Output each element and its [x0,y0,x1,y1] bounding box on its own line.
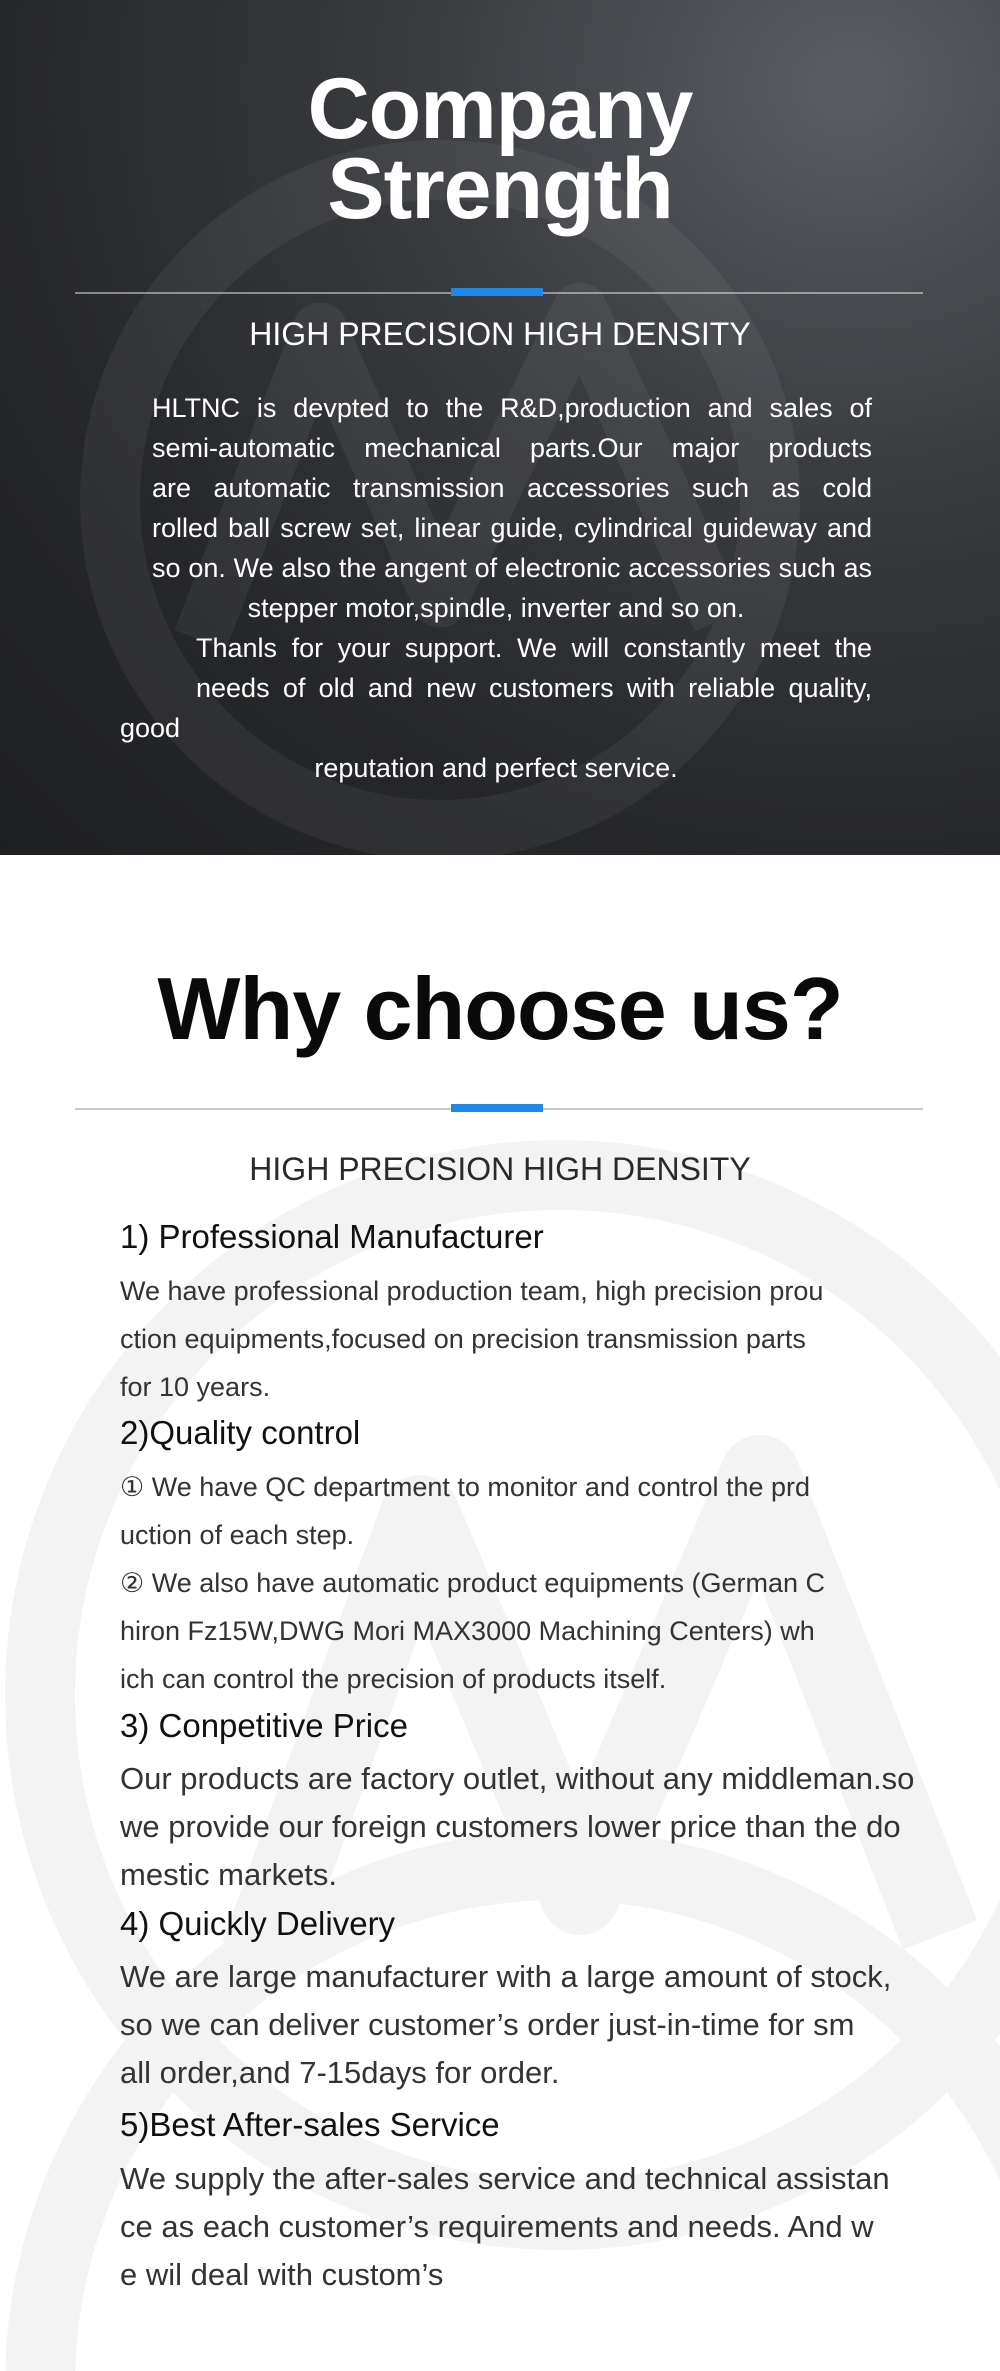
intro-text: so on. We also the angent of electronic accessories such as [152,553,872,583]
reason-text [120,1953,960,2097]
reason-line: hiron Fz15W,DWG Mori MAX3000 Machining Centers) wh [120,1616,815,1646]
reason-line: ce as each customer’s requirements and needs. And w [120,2209,874,2244]
title-divider [75,292,923,294]
why-choose-us-section [0,855,1000,2371]
section-subtitle: HIGH PRECISION HIGH DENSITY [249,316,751,352]
reason-line: ich can control the precision of products itself. [120,1664,667,1694]
reason-line: We supply the after-sales service and technical assistan [120,2161,890,2196]
intro-text: semi-automatic mechanical parts.Our major products [152,433,872,463]
intro-text: HLTNC is devpted to the R&D,production and sales of [152,393,872,423]
reason-line: ② We also have automatic product equipments (German C [120,1568,826,1598]
intro-text-last: stepper motor,spindle, inverter and so on. [247,593,745,623]
reason-heading: 2)Quality control [120,1414,361,1451]
title-divider [75,1108,923,1110]
reason-heading: 3) Conpetitive Price [120,1707,408,1744]
reason-line: so we can deliver customer’s order just-in-time for sm [120,2007,855,2042]
reason-line: We have professional production team, high precision prou [120,1276,824,1306]
intro-text: rolled ball screw set, linear guide, cylindrical guideway and [152,513,872,543]
company-strength-section [0,0,1000,855]
intro-text: needs of old and new customers with reliable quality, good [120,673,872,743]
section-subtitle: HIGH PRECISION HIGH DENSITY [249,1151,751,1187]
reason-line: all order,and 7-15days for order. [120,2055,560,2090]
intro-text: are automatic transmission accessories such as cold [152,473,872,503]
reason-line: e wil deal with custom’s [120,2257,444,2292]
intro-paragraph-2 [120,628,872,788]
reason-text [120,2155,960,2299]
reason-text [120,1755,960,1899]
intro-text-last: reputation and perfect service. [314,753,678,783]
reason-line: ction equipments,focused on precision transmission parts [120,1324,806,1354]
reason-text [120,1463,960,1703]
accent-bar [451,288,543,296]
intro-text: Thanls for your support. We will constantly meet the [196,633,872,663]
accent-bar [451,1104,543,1112]
reason-line: we provide our foreign customers lower price than the do [120,1809,901,1844]
reason-line: Our products are factory outlet, without any middleman.so [120,1761,915,1796]
reason-heading: 4) Quickly Delivery [120,1905,396,1942]
reason-line: for 10 years. [120,1372,271,1402]
reason-text [120,1267,960,1411]
reason-heading: 1) Professional Manufacturer [120,1218,544,1255]
why-title: Why choose us? [157,959,843,1058]
reason-line: ① We have QC department to monitor and control the prd [120,1472,811,1502]
reason-heading: 5)Best After-sales Service [120,2106,500,2143]
section-title-line1: Company [307,61,693,157]
intro-paragraph-1 [120,388,872,628]
reason-line: mestic markets. [120,1857,338,1892]
reason-line: We are large manufacturer with a large amount of stock, [120,1959,892,1994]
section-title-line2: Strength [327,141,673,237]
reason-line: uction of each step. [120,1520,355,1550]
